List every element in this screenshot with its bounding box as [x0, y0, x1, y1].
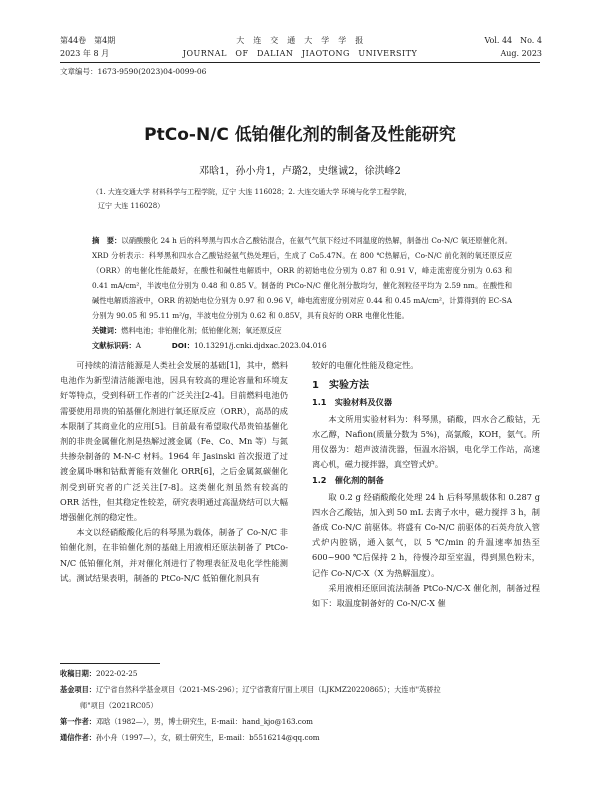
author-list: 邓晗1，孙小舟1，卢璐2，史继诚2，徐洪峰2 — [199, 166, 401, 177]
first-author-value: 邓晗（1982—），男，博士研究生，E-mail：hand_kjo@163.com — [95, 717, 313, 726]
header-date-en: Aug. 2023 — [500, 49, 542, 58]
subsection-heading-preparation: 1.2 催化剂的制备 — [312, 475, 384, 486]
abstract-label: 摘 要： — [92, 236, 122, 245]
corr-author-label: 通信作者： — [60, 733, 96, 742]
corresponding-author — [60, 730, 540, 746]
header-journal-en: JOURNAL OF DALIAN JIAOTONG UNIVERSITY — [182, 49, 418, 58]
header-volume-issue: 第44卷 第4期 — [60, 36, 116, 45]
header-journal-cn: 大 连 交 通 大 学 学 报 — [236, 36, 364, 45]
clc-label: 文献标识码： — [92, 341, 136, 350]
received-value: 2022-02-25 — [95, 669, 138, 678]
header-vol-no: Vol. 44 No. 4 — [484, 36, 542, 45]
paper-title: PtCo-N/C 低铂催化剂的制备及性能研究 — [144, 125, 456, 145]
classification — [92, 338, 512, 353]
clc-value: A — [135, 341, 142, 350]
preparation-paragraph-2: 采用液相还原回流法制备 PtCo-N/C-X 催化剂，制备过程如下：取温度制备好的 Co-N/C-X 催 — [312, 582, 540, 609]
section-heading-methods: 1 实验方法 — [312, 380, 369, 392]
first-author — [60, 714, 540, 730]
doi-value: 10.13291/j.cnki.djdxac.2023.04.016 — [194, 341, 327, 350]
corr-author-value: 孙小舟（1997—），女，硕士研究生，E-mail：b5516214@qq.com — [95, 733, 320, 742]
body-column-left — [60, 358, 288, 586]
affiliation-line-1: （1. 大连交通大学 材料科学与工程学院，辽宁 大连 116028；2. 大连交通大学 环境与化学工程学院， — [92, 188, 412, 196]
subsection-heading-materials: 1.1 实验材料及仪器 — [312, 397, 393, 408]
fund-info-cont: 师"项目（2021RC05） — [80, 701, 158, 710]
affiliations — [92, 185, 512, 213]
fund-label: 基金项目： — [60, 685, 96, 694]
affiliation-line-2: 辽宁 大连 116028） — [98, 202, 165, 210]
fund-info — [60, 682, 540, 698]
abstract-block — [92, 233, 512, 353]
keywords-text: 燃料电池；非铂催化剂；低铂催化剂；氧还原反应 — [121, 326, 282, 335]
article-id: 文章编号：1673-9590(2023)04-0099-06 — [60, 67, 207, 76]
header-rule — [60, 62, 540, 63]
first-author-label: 第一作者： — [60, 717, 96, 726]
header-journal-vol-en — [484, 34, 542, 60]
intro-paragraph-cont: 较好的电催化性能及稳定性。 — [312, 360, 419, 370]
received-label: 收稿日期： — [60, 669, 96, 678]
materials-paragraph: 本文所用实验材料为：科琴黑，硝酸，四水合乙酸钴，无水乙醇，Nafion(质量分数为 5%)，高氯酸，KOH，氨气。所用仪器为：超声波清洗器，恒温水浴锅，电化学工作站，高速离心机，磁力搅拌器，真空管式炉。 — [312, 413, 540, 470]
abstract-text: 以硝酸酸化 24 h 后的科琴黑与四水合乙酸钴混合，在氨气气氛下经过不同温度的热解，制备出 Co-N/C 氧还原催化剂。XRD 分析表示：科琴黑和四水合乙酸钴经氨气热处理后，生成了 Co5.47N。在 800 ℃热解后，Co-N/C 前化剂的氧还原反应（ORR）的电催化性能最好，在酸性和碱性电解质中，ORR 的初始电位分别为 0.87 和 0.91 V，峰走流密度分别为 0.63 和 0.41 mA/cm²，半波电位分别为 0.48 和 0.85 V。制备的 PtCo-N/C 催化剂分散均匀，催化剂粒径平均为 2.59 nm。在酸性和碱性电解质溶液中，ORR 的初始电位分别为 0.97 和 0.96 V，峰电流密度分别对应 0.44 和 0.45 mA/cm²，计算得到的 EC-SA 分别为 90.05 和 95.11 m²/g，半波电位分别为 0.62 和 0.85V，具有良好的 ORR 电催化性能。 — [92, 236, 512, 320]
footnote-rule — [60, 663, 160, 664]
preparation-paragraph-1: 取 0.2 g 经硝酸酸化处理 24 h 后科琴黑载体和 0.287 g 四水合乙酸钴，加入到 50 mL 去离子水中，磁力搅拌 3 h，制备成 Co-N/C 前驱体。将盛有 Co-N/C 前驱体的石英舟放入管式炉内腔锅，通入氨气，以 5 ℃/min 的升温速率加热至 600~900 ℃后保持 2 h，待慢冷却至室温，得到黑色粉末，记作 Co-N/C-X（X 为热解温度）。 — [312, 491, 540, 578]
fund-value: 辽宁省自然科学基金项目（2021-MS-296）；辽宁省教育厅面上项目（LJKMZ20220865）；大连市"英骄拉 — [95, 685, 441, 694]
keywords — [92, 323, 512, 338]
doi-label: DOI： — [171, 341, 194, 350]
header-date: 2023 年 8 月 — [60, 49, 110, 58]
keywords-label: 关键词： — [92, 326, 122, 335]
footnotes — [60, 666, 540, 746]
received-date — [60, 666, 540, 682]
intro-paragraph-2: 本文以经硝酸酸化后的科琴黑为载体，制备了 Co-N/C 非铂催化剂，在非铂催化剂的基础上用液相还原法制备了 PtCo-N/C 低铂催化剂，并对催化剂进行了物理表征及电化学性能测试。测试结果表明，制备的 PtCo-N/C 低铂催化剂具有 — [60, 527, 288, 583]
abstract — [92, 233, 512, 323]
intro-paragraph-1: 可持续的清洁能源是人类社会发展的基础[1]，其中，燃料电池作为新型清洁能源电池，因具有较高的理论容量和环境友好等特点，受到科研工作者的广泛关注[2-4]。目前燃料电池仍需要使用昂贵的铂基催化剂进行氧还原反应（ORR），高昂的成本限制了其商业化的应用[5]。目前最有希望取代昂贵铂基催化剂的非贵金属催化剂是热解过渡金属（Fe、Co、Mn 等）与氮共掺杂制备的 M-N-C 材料。1964 年 Jasinski 首次报道了过渡金属卟啉和钴酞菁能有效催化 ORR[6]，之后金属氮碳催化剂受到研究者的广泛关注[7-8]。这类催化剂虽然有较高的 ORR 活性，但其稳定性较差，研究表明通过高温烧结可以大幅增强催化剂的稳定性。 — [60, 360, 288, 523]
body-column-right — [312, 358, 540, 611]
